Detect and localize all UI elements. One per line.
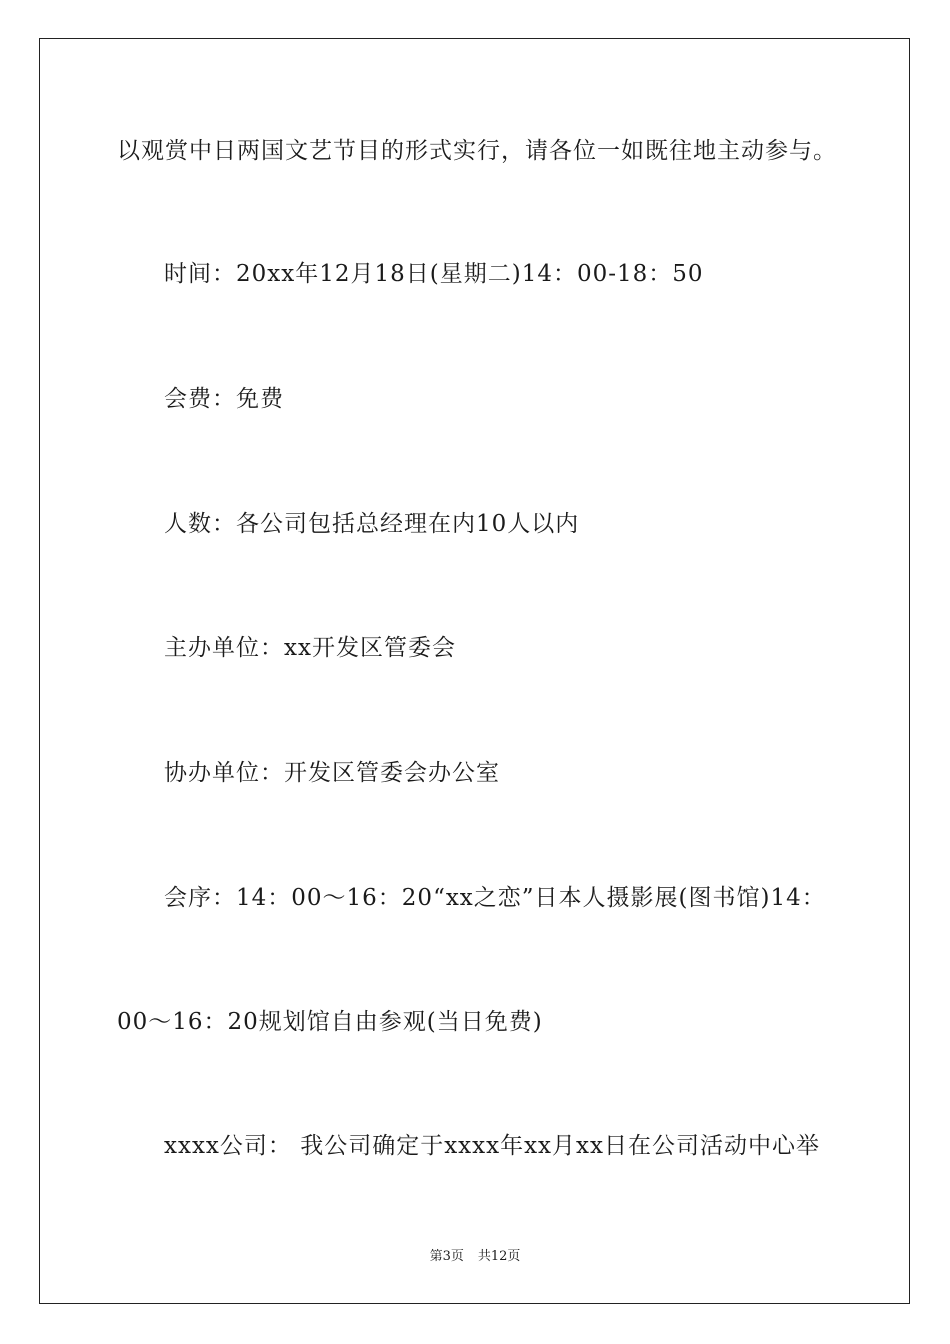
organizer-line: 主办单位：xx开发区管委会: [164, 635, 456, 661]
attendance-line: 人数：各公司包括总经理在内10人以内: [164, 511, 580, 537]
letter-opening-line: xxxx公司： 我公司确定于xxxx年xx月xx日在公司活动中心举: [164, 1133, 820, 1159]
page-border: [39, 38, 910, 1304]
page-total: 共12页: [477, 1249, 521, 1264]
paragraph-line-1: 以观赏中日两国文艺节目的形式实行，请各位一如既往地主动参与。: [117, 138, 837, 164]
co-organizer-line: 协办单位：开发区管委会办公室: [164, 760, 500, 786]
program-line-2: 00～16：20规划馆自由参观(当日免费): [117, 1009, 543, 1035]
fee-line: 会费：免费: [164, 386, 284, 412]
program-line-1: 会序：14：00～16：20“xx之恋”日本人摄影展(图书馆)14：: [164, 885, 826, 911]
page-footer: [0, 1248, 950, 1266]
page-number: 第3页: [429, 1249, 464, 1264]
time-line: 时间：20xx年12月18日(星期二)14：00-18：50: [164, 261, 704, 287]
